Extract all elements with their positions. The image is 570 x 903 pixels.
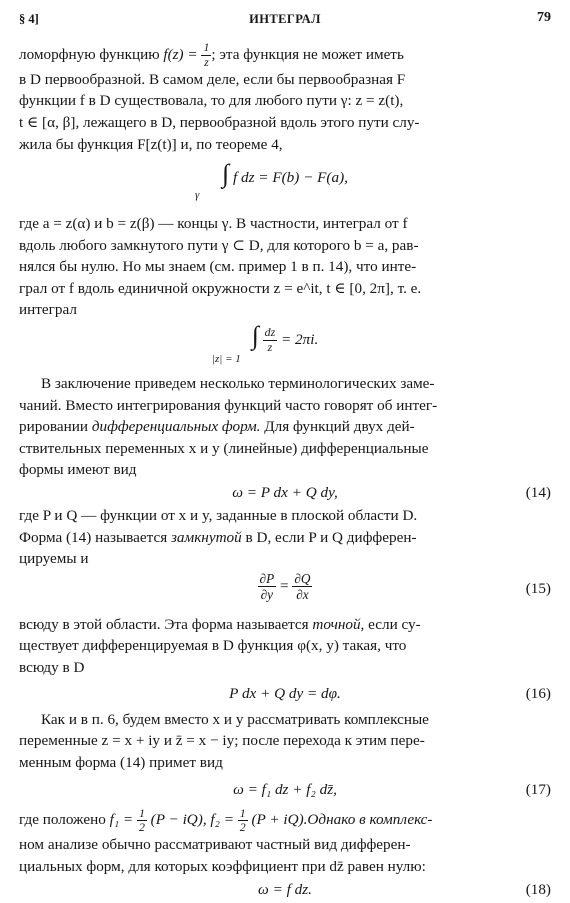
running-title: ИНТЕГРАЛ (249, 12, 321, 26)
page-body (19, 42, 551, 903)
paragraph-line: ществует дифференцируемая в D функция φ(x, y) такая, что (19, 637, 407, 655)
equation-number: (17) (525, 781, 551, 799)
paragraph-line: в D первообразной. В самом деле, если бы первообразная F (19, 70, 406, 88)
paragraph-line: ствительных переменных x и y (линейные) дифференциальные (19, 439, 429, 457)
paragraph-line: ном анализе обычно рассматривают частный вид дифферен- (19, 836, 411, 854)
paragraph-line: грал от f вдоль единичной окружности z = e^it, t ∈ [0, 2π], т. е. (19, 279, 422, 297)
paragraph-line: интеграл (19, 301, 77, 319)
equation-18: ω = f dz. (18) (19, 877, 551, 903)
paragraph-line: вдоль любого замкнутого пути γ ⊂ D, для которого b = a, рав- (19, 236, 419, 254)
paragraph-line: Форма (14) называется замкнутой в D, если P и Q дифферен- (19, 528, 417, 546)
equation-contour-integral: ∫ $\frac{dz}{z}$ = 2πi. |z| = 1 (212, 321, 319, 366)
integral-sign: ∫ (251, 321, 259, 351)
equation-number: (15) (525, 579, 551, 597)
paragraph-line: чаний. Вместо интегрирования функций часто говорят об интег- (19, 396, 438, 414)
page-number: 79 (537, 10, 551, 25)
paragraph-line: В заключение приведем несколько терминологических заме- (41, 375, 435, 393)
paragraph-line: где a = z(α) и b = z(β) — концы γ. В частности, интеграл от f (19, 215, 408, 233)
paragraph-line: цируемы и (19, 550, 89, 568)
running-header (19, 10, 551, 30)
section-marker: § 4] (19, 12, 39, 26)
equation-15: $\frac{\partial P}{\partial y}$ = $\frac{\partial Q}{\partial x}$ (15) (259, 570, 551, 603)
paragraph-line: t ∈ [α, β], лежащего в D, первообразной вдоль этого пути слу- (19, 113, 420, 131)
paragraph-line: жила бы функция F[z(t)] и, по теореме 4, (19, 135, 283, 153)
paragraph-line: всюду в этой области. Эта форма называется точной, если су- (19, 615, 421, 633)
paragraph-line: формы имеют вид (19, 461, 137, 479)
paragraph-line: функции f в D существовала, то для любого пути γ: z = z(t), (19, 92, 404, 110)
paragraph-line: циальных форм, для которых коэффициент при dz̄ равен нулю: (19, 857, 426, 875)
paragraph-line: рировании дифференциальных форм. Для функций двух дей- (19, 418, 415, 436)
paragraph-line: ломорфную функцию f(z) = $\frac{1}{z}$ ; эта функция не может иметь (19, 40, 404, 69)
paragraph-line: всюду в D (19, 659, 85, 676)
fraction-one-over-z: $\frac{1}{z}$ (203, 40, 210, 69)
paragraph-line: менным форма (14) примет вид (19, 753, 223, 771)
equation-number: (14) (525, 484, 551, 502)
paragraph-line: где положено f₁ = $\frac{1}{2}$ (P − iQ), f₂ = $\frac{1}{2}$ (P + iQ).Однако в комплекс- (19, 805, 433, 835)
equation-newton-leibniz: ∫ f dz = F(b) − F(a), γ (195, 159, 348, 202)
paragraph-line: переменные z = x + iy и z̄ = x − iy; после перехода к этим пере- (19, 732, 425, 750)
integral-sign: ∫ (222, 159, 230, 189)
equation-number: (16) (525, 684, 551, 702)
equation-17: ω = f₁ dz + f₂ dz̄, (17) (19, 773, 551, 807)
equation-14: ω = P dx + Q dy, (14) (19, 481, 551, 505)
paragraph-line: нялся бы нулю. Но мы знаем (см. пример 1 в п. 14), что инте- (19, 258, 417, 276)
paragraph-line: Как и в п. 6, будем вместо x и y рассматривать комплексные (41, 710, 429, 728)
paragraph-line: где P и Q — функции от x и y, заданные в плоской области D. (19, 507, 418, 525)
equation-number: (18) (525, 881, 551, 899)
equation-16: P dx + Q dy = dφ. (16) (19, 679, 551, 709)
